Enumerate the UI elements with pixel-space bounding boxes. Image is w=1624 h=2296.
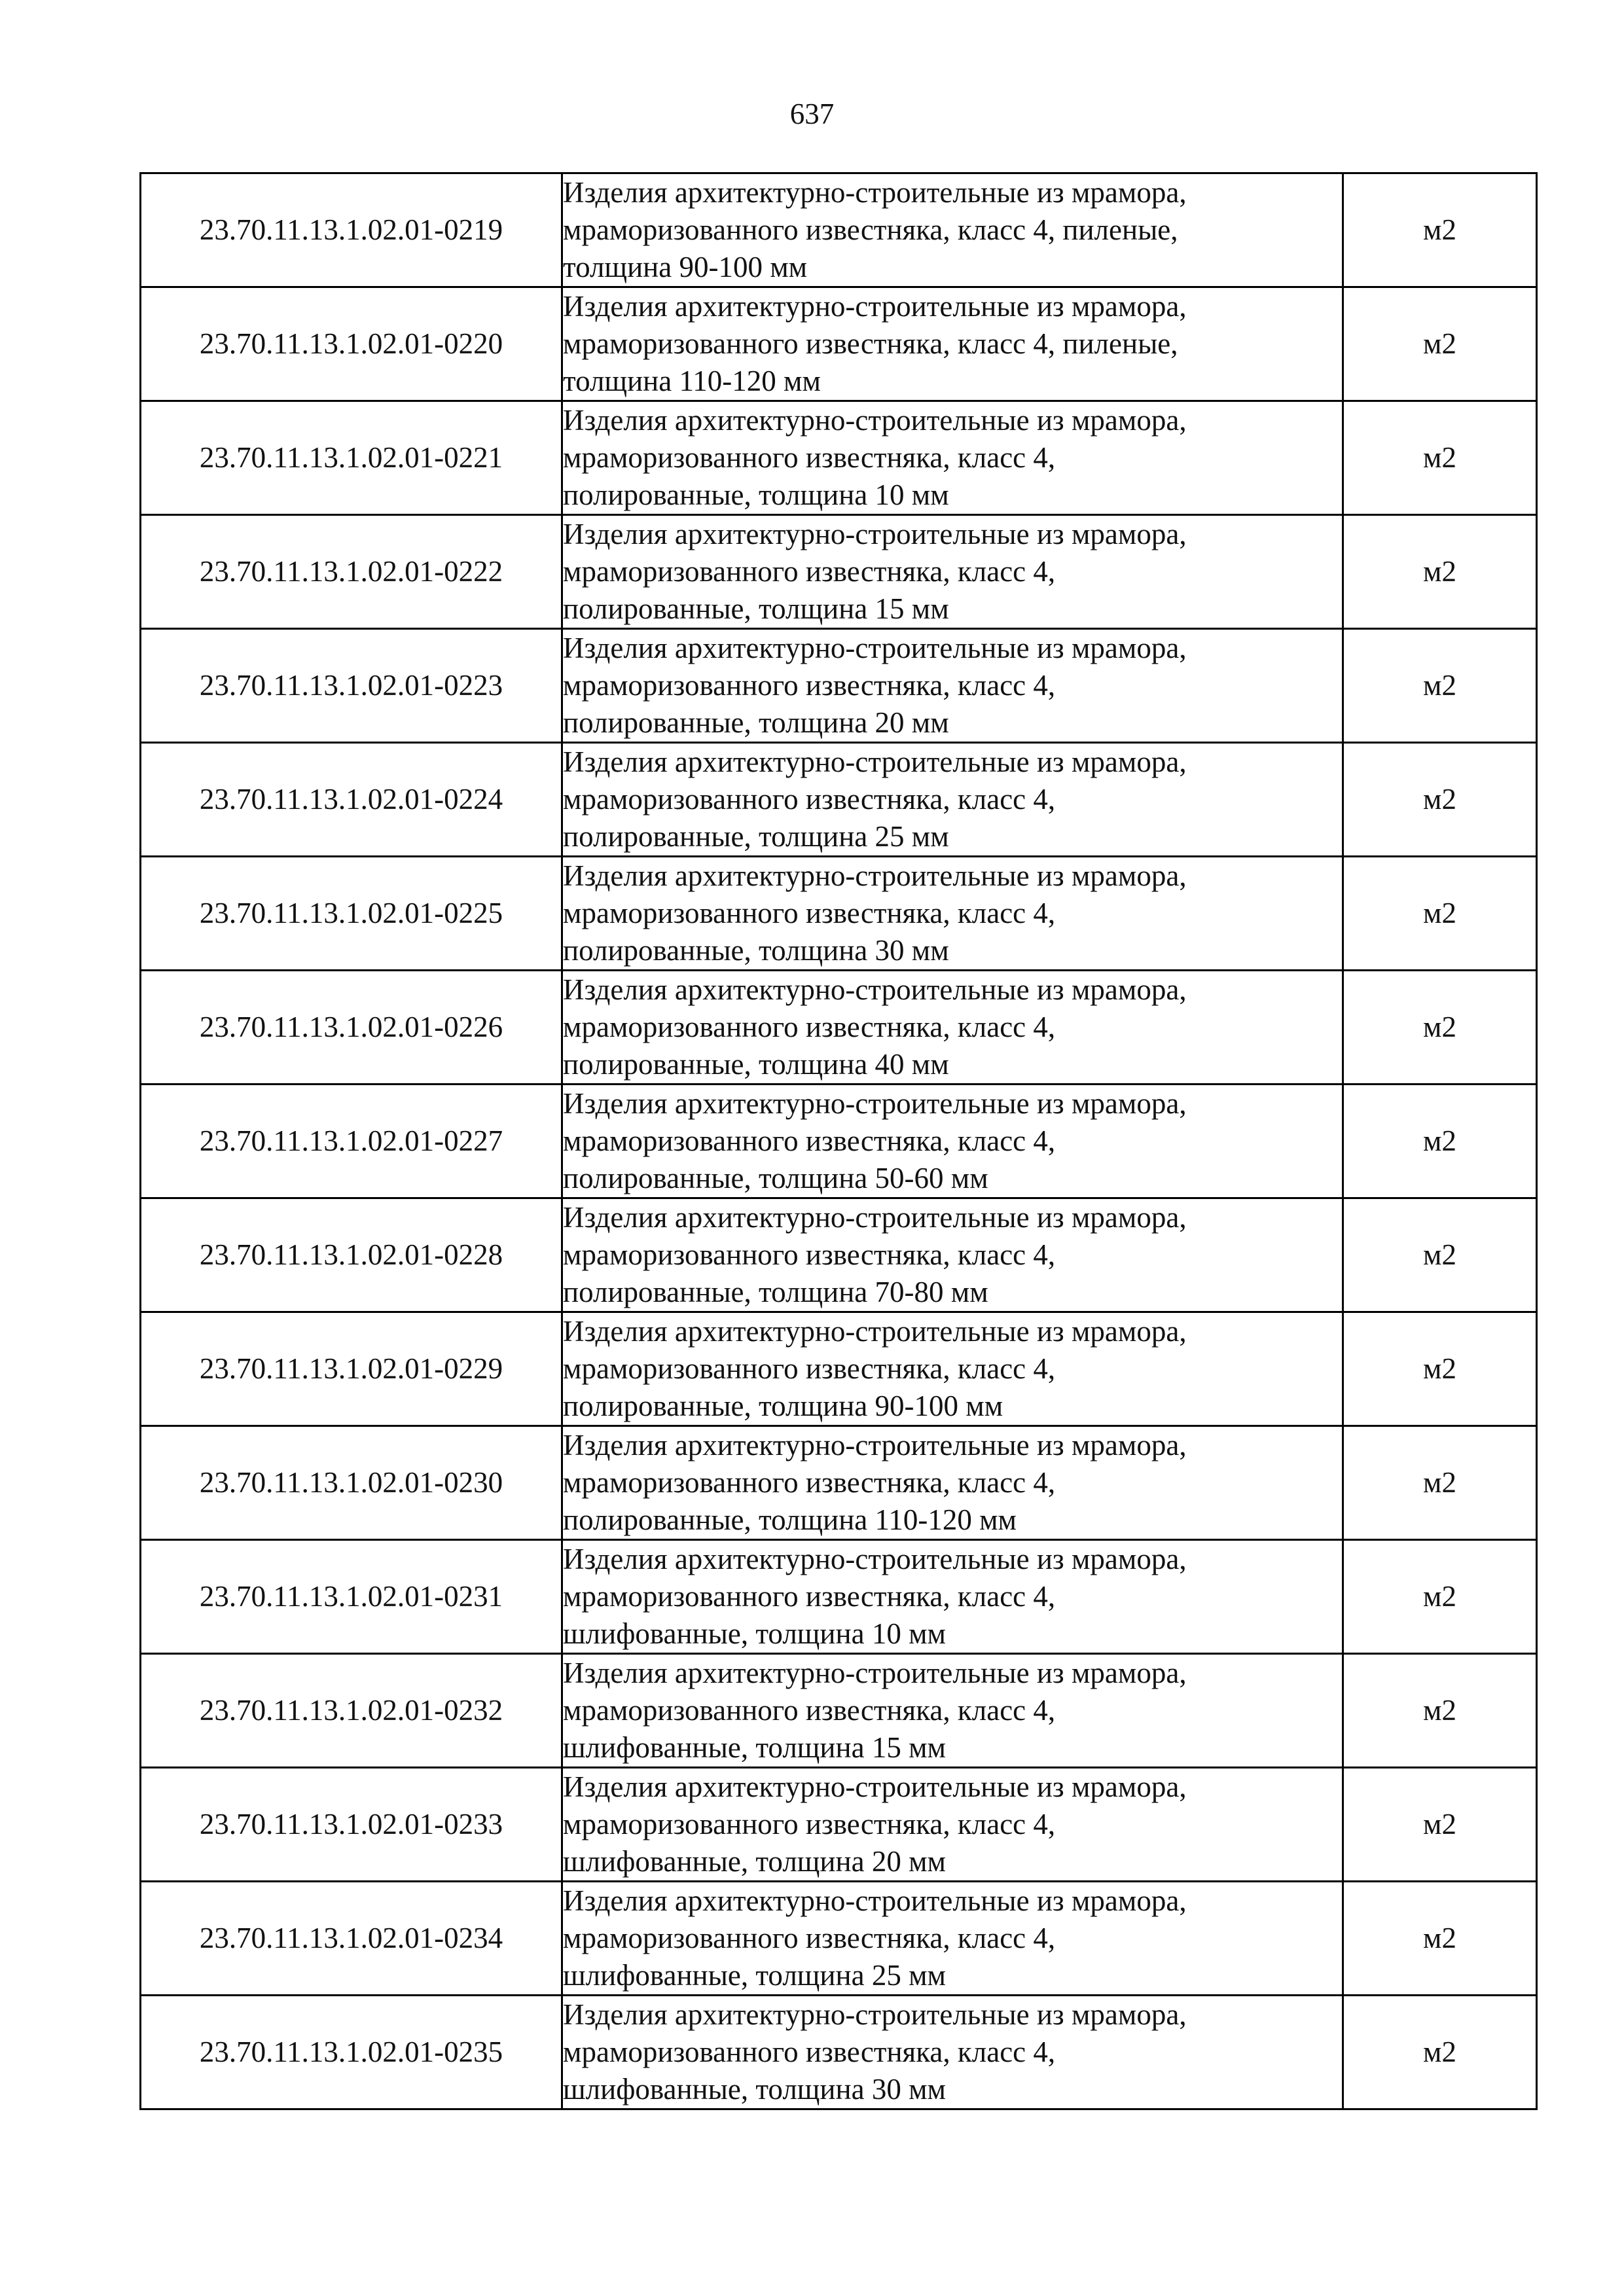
table-row	[141, 1540, 1537, 1654]
item-description-cell	[562, 1198, 1343, 1312]
item-description-line: мраморизованного известняка, класс 4,	[563, 1124, 1056, 1157]
item-description-line: шлифованные, толщина 20 мм	[563, 1845, 947, 1878]
item-description-line: мраморизованного известняка, класс 4,	[563, 1808, 1056, 1840]
item-description-line: мраморизованного известняка, класс 4,	[563, 441, 1056, 474]
item-description-line: мраморизованного известняка, класс 4, пиленые,	[563, 213, 1178, 246]
item-description-line: Изделия архитектурно-строительные из мрамора,	[563, 518, 1187, 550]
item-description-line: Изделия архитектурно-строительные из мрамора,	[563, 1429, 1187, 1462]
item-code-cell: 23.70.11.13.1.02.01-0225	[141, 857, 562, 971]
item-unit-cell: м2	[1343, 1312, 1537, 1426]
item-unit-cell: м2	[1343, 401, 1537, 515]
table-row	[141, 1996, 1537, 2109]
item-description-line: мраморизованного известняка, класс 4,	[563, 897, 1056, 929]
item-description-line: мраморизованного известняка, класс 4,	[563, 1694, 1056, 1727]
table-row	[141, 1882, 1537, 1996]
item-code-cell: 23.70.11.13.1.02.01-0223	[141, 629, 562, 743]
item-description-line: шлифованные, толщина 25 мм	[563, 1959, 947, 1992]
item-description-line: полированные, толщина 20 мм	[563, 706, 949, 739]
item-description-line: Изделия архитектурно-строительные из мрамора,	[563, 973, 1187, 1006]
table-row	[141, 173, 1537, 287]
item-description-cell	[562, 401, 1343, 515]
item-description-cell	[562, 629, 1343, 743]
table-row	[141, 1312, 1537, 1426]
item-description-line: полированные, толщина 15 мм	[563, 592, 949, 625]
item-description-line: полированные, толщина 40 мм	[563, 1048, 949, 1081]
item-code-cell: 23.70.11.13.1.02.01-0232	[141, 1654, 562, 1768]
item-unit-cell: м2	[1343, 857, 1537, 971]
item-description-line: Изделия архитектурно-строительные из мрамора,	[563, 176, 1187, 209]
item-description-line: мраморизованного известняка, класс 4,	[563, 1922, 1056, 1954]
item-description-line: мраморизованного известняка, класс 4,	[563, 1011, 1056, 1043]
item-unit-cell: м2	[1343, 1882, 1537, 1996]
catalog-table-body	[141, 173, 1537, 2109]
item-description-line: мраморизованного известняка, класс 4,	[563, 1238, 1056, 1271]
item-description-line: толщина 110-120 мм	[563, 365, 821, 397]
item-description-cell	[562, 1085, 1343, 1198]
item-code-cell: 23.70.11.13.1.02.01-0224	[141, 743, 562, 857]
item-description-line: полированные, толщина 25 мм	[563, 820, 949, 853]
table-row	[141, 401, 1537, 515]
table-row	[141, 743, 1537, 857]
table-row	[141, 1198, 1537, 1312]
item-description-line: Изделия архитектурно-строительные из мрамора,	[563, 859, 1187, 892]
table-row	[141, 1654, 1537, 1768]
item-description-line: Изделия архитектурно-строительные из мрамора,	[563, 1315, 1187, 1348]
item-description-line: шлифованные, толщина 30 мм	[563, 2073, 947, 2106]
table-row	[141, 1085, 1537, 1198]
item-description-line: полированные, толщина 90-100 мм	[563, 1390, 1003, 1422]
table-row	[141, 515, 1537, 629]
item-code-cell: 23.70.11.13.1.02.01-0228	[141, 1198, 562, 1312]
item-description-line: полированные, толщина 110-120 мм	[563, 1503, 1017, 1536]
item-unit-cell: м2	[1343, 1996, 1537, 2109]
item-description-cell	[562, 857, 1343, 971]
item-description-line: Изделия архитектурно-строительные из мрамора,	[563, 745, 1187, 778]
item-description-cell	[562, 173, 1343, 287]
item-unit-cell: м2	[1343, 743, 1537, 857]
item-description-cell	[562, 743, 1343, 857]
item-code-cell: 23.70.11.13.1.02.01-0235	[141, 1996, 562, 2109]
item-description-line: полированные, толщина 30 мм	[563, 934, 949, 967]
item-description-line: Изделия архитектурно-строительные из мрамора,	[563, 1201, 1187, 1234]
table-row	[141, 1426, 1537, 1540]
item-description-cell	[562, 1540, 1343, 1654]
item-description-cell	[562, 1312, 1343, 1426]
item-code-cell: 23.70.11.13.1.02.01-0229	[141, 1312, 562, 1426]
item-description-line: мраморизованного известняка, класс 4,	[563, 1352, 1056, 1385]
table-row	[141, 971, 1537, 1085]
item-unit-cell: м2	[1343, 287, 1537, 401]
item-description-cell	[562, 287, 1343, 401]
item-code-cell: 23.70.11.13.1.02.01-0231	[141, 1540, 562, 1654]
page-number: 637	[789, 98, 835, 130]
item-unit-cell: м2	[1343, 629, 1537, 743]
item-unit-cell: м2	[1343, 515, 1537, 629]
item-description-line: мраморизованного известняка, класс 4,	[563, 555, 1056, 588]
item-code-cell: 23.70.11.13.1.02.01-0221	[141, 401, 562, 515]
item-unit-cell: м2	[1343, 1085, 1537, 1198]
item-description-cell	[562, 1426, 1343, 1540]
item-description-line: мраморизованного известняка, класс 4,	[563, 2036, 1056, 2068]
item-description-line: Изделия архитектурно-строительные из мрамора,	[563, 632, 1187, 664]
item-description-line: шлифованные, толщина 10 мм	[563, 1617, 947, 1650]
item-description-cell	[562, 1654, 1343, 1768]
item-description-line: мраморизованного известняка, класс 4,	[563, 669, 1056, 702]
item-unit-cell: м2	[1343, 1540, 1537, 1654]
item-description-line: мраморизованного известняка, класс 4,	[563, 1466, 1056, 1499]
item-description-line: шлифованные, толщина 15 мм	[563, 1731, 947, 1764]
item-description-cell	[562, 971, 1343, 1085]
item-description-line: Изделия архитектурно-строительные из мрамора,	[563, 1884, 1187, 1917]
item-unit-cell: м2	[1343, 971, 1537, 1085]
item-description-line: Изделия архитектурно-строительные из мрамора,	[563, 1770, 1187, 1803]
item-description-line: полированные, толщина 10 мм	[563, 478, 949, 511]
item-description-line: полированные, толщина 70-80 мм	[563, 1276, 988, 1308]
table-row	[141, 629, 1537, 743]
item-unit-cell: м2	[1343, 1426, 1537, 1540]
item-code-cell: 23.70.11.13.1.02.01-0230	[141, 1426, 562, 1540]
table-row	[141, 857, 1537, 971]
item-code-cell: 23.70.11.13.1.02.01-0233	[141, 1768, 562, 1882]
item-description-line: толщина 90-100 мм	[563, 251, 808, 283]
item-code-cell: 23.70.11.13.1.02.01-0219	[141, 173, 562, 287]
item-description-line: мраморизованного известняка, класс 4,	[563, 1580, 1056, 1613]
item-description-line: Изделия архитектурно-строительные из мрамора,	[563, 404, 1187, 437]
item-description-cell	[562, 1882, 1343, 1996]
item-description-line: Изделия архитектурно-строительные из мрамора,	[563, 1657, 1187, 1689]
item-unit-cell: м2	[1343, 1198, 1537, 1312]
table-row	[141, 287, 1537, 401]
item-unit-cell: м2	[1343, 1654, 1537, 1768]
item-description-line: мраморизованного известняка, класс 4,	[563, 783, 1056, 816]
item-description-line: мраморизованного известняка, класс 4, пиленые,	[563, 327, 1178, 360]
catalog-table	[139, 172, 1538, 2110]
item-code-cell: 23.70.11.13.1.02.01-0226	[141, 971, 562, 1085]
table-row	[141, 1768, 1537, 1882]
item-code-cell: 23.70.11.13.1.02.01-0234	[141, 1882, 562, 1996]
item-description-cell	[562, 515, 1343, 629]
item-description-line: Изделия архитектурно-строительные из мрамора,	[563, 1543, 1187, 1575]
item-description-line: Изделия архитектурно-строительные из мрамора,	[563, 1087, 1187, 1120]
item-description-line: Изделия архитектурно-строительные из мрамора,	[563, 1998, 1187, 2031]
item-unit-cell: м2	[1343, 173, 1537, 287]
item-code-cell: 23.70.11.13.1.02.01-0220	[141, 287, 562, 401]
item-description-cell	[562, 1768, 1343, 1882]
item-unit-cell: м2	[1343, 1768, 1537, 1882]
item-description-line: Изделия архитектурно-строительные из мрамора,	[563, 290, 1187, 323]
item-code-cell: 23.70.11.13.1.02.01-0222	[141, 515, 562, 629]
item-description-cell	[562, 1996, 1343, 2109]
item-code-cell: 23.70.11.13.1.02.01-0227	[141, 1085, 562, 1198]
item-description-line: полированные, толщина 50-60 мм	[563, 1162, 988, 1194]
